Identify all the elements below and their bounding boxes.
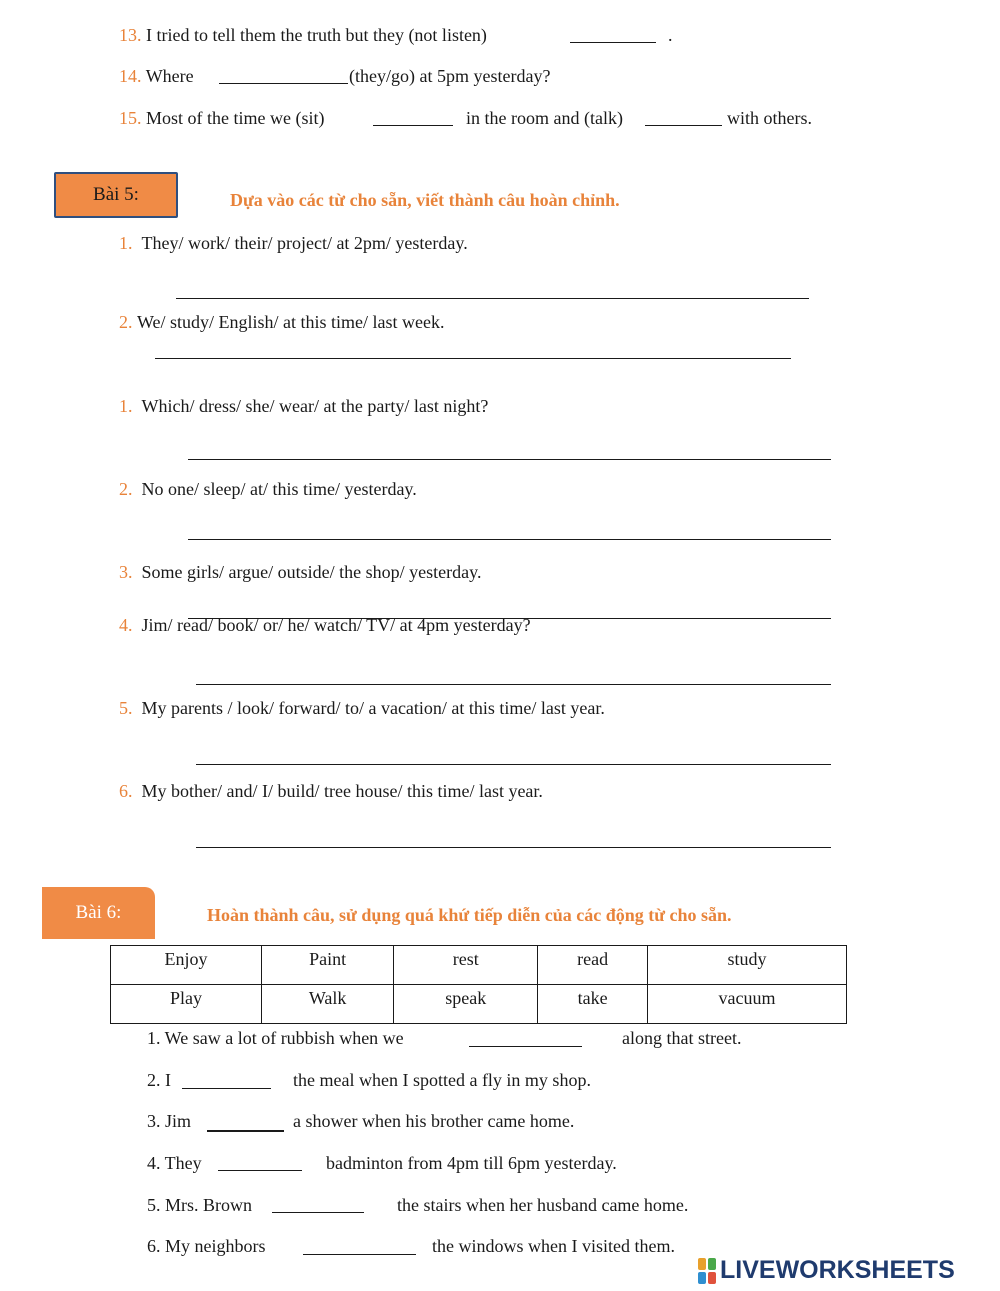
exercise-5-badge: Bài 5: [54,172,178,218]
bai6-item-4-end: badminton from 4pm till 6pm yesterday. [326,1153,617,1173]
answer-line[interactable] [176,298,809,299]
exercise-6-instruction: Hoàn thành câu, sử dụng quá khứ tiếp diễn của các động từ cho sẵn. [207,905,732,925]
answer-blank[interactable] [272,1212,364,1213]
bai5-item: 5. My parents / look/ forward/ to/ a vacation/ at this time/ last year. [119,698,605,718]
bai6-item-3: 3. Jim [147,1111,192,1131]
answer-blank-15b[interactable] [645,125,722,126]
word-cell: take [538,985,648,1024]
bai5-item: 3. Some girls/ argue/ outside/ the shop/ yesterday. [119,562,482,582]
word-cell: read [538,946,648,985]
exercise-item-15: 15. Most of the time we (sit) [119,108,325,128]
bai5-item: 2. We/ study/ English/ at this time/ last week. [119,312,445,332]
word-bank-table [110,945,847,1024]
word-cell: Paint [261,946,393,985]
liveworksheets-logo[interactable] [698,1256,955,1285]
item-15-mid: in the room and (talk) [466,108,623,128]
bai6-item-1-end: along that street. [622,1028,742,1048]
item-15-end: with others. [727,108,812,128]
answer-line[interactable] [196,764,831,765]
bai5-item: 1. They/ work/ their/ project/ at 2pm/ yesterday. [119,233,468,253]
answer-blank[interactable] [469,1046,582,1047]
logo-icon [698,1258,716,1284]
bai6-item-5-end: the stairs when her husband came home. [397,1195,689,1215]
bai5-item: 2. No one/ sleep/ at/ this time/ yesterday. [119,479,417,499]
answer-blank-13[interactable] [570,42,656,43]
word-cell: rest [394,946,538,985]
answer-line[interactable] [196,684,831,685]
bai6-item-2: 2. I [147,1070,171,1090]
logo-block [708,1272,716,1284]
word-cell: study [648,946,847,985]
word-cell: Play [111,985,262,1024]
word-cell: vacuum [648,985,847,1024]
answer-line[interactable] [188,539,831,540]
bai6-item-5: 5. Mrs. Brown [147,1195,253,1215]
exercise-6-badge: Bài 6: [42,887,155,939]
bai6-item-6: 6. My neighbors [147,1236,266,1256]
answer-line[interactable] [196,847,831,848]
word-cell: Walk [261,985,393,1024]
answer-blank[interactable] [182,1088,271,1089]
bai6-item-2-end: the meal when I spotted a fly in my shop. [293,1070,591,1090]
bai5-item: 6. My bother/ and/ I/ build/ tree house/ this time/ last year. [119,781,543,801]
bai6-item-6-end: the windows when I visited them. [432,1236,675,1256]
exercise-item-13: 13. I tried to tell them the truth but they (not listen) [119,25,487,45]
answer-line[interactable] [188,459,831,460]
logo-block [698,1258,706,1270]
answer-blank-15a[interactable] [373,125,453,126]
bai6-item-3-end: a shower when his brother came home. [293,1111,575,1131]
logo-text: LIVEWORKSHEETS [720,1256,955,1284]
word-cell: speak [394,985,538,1024]
exercise-5-instruction: Dựa vào các từ cho sẵn, viết thành câu hoàn chỉnh. [230,190,620,210]
item-14-end: (they/go) at 5pm yesterday? [349,66,551,86]
logo-block [698,1272,706,1284]
logo-block [708,1258,716,1270]
answer-blank[interactable] [303,1254,416,1255]
bai5-item: 4. Jim/ read/ book/ or/ he/ watch/ TV/ at 4pm yesterday? [119,615,531,635]
bai6-item-1: 1. We saw a lot of rubbish when we [147,1028,404,1048]
word-bank-row [111,985,847,1024]
bai5-item: 1. Which/ dress/ she/ wear/ at the party/ last night? [119,396,489,416]
exercise-item-14: 14. Where [119,66,194,86]
word-bank-row [111,946,847,985]
answer-blank[interactable] [218,1170,302,1171]
answer-blank-14[interactable] [219,83,348,84]
answer-line[interactable] [155,358,791,359]
word-cell: Enjoy [111,946,262,985]
bai6-item-4: 4. They [147,1153,202,1173]
answer-blank[interactable] [207,1130,284,1132]
item-13-end: . [668,25,673,45]
